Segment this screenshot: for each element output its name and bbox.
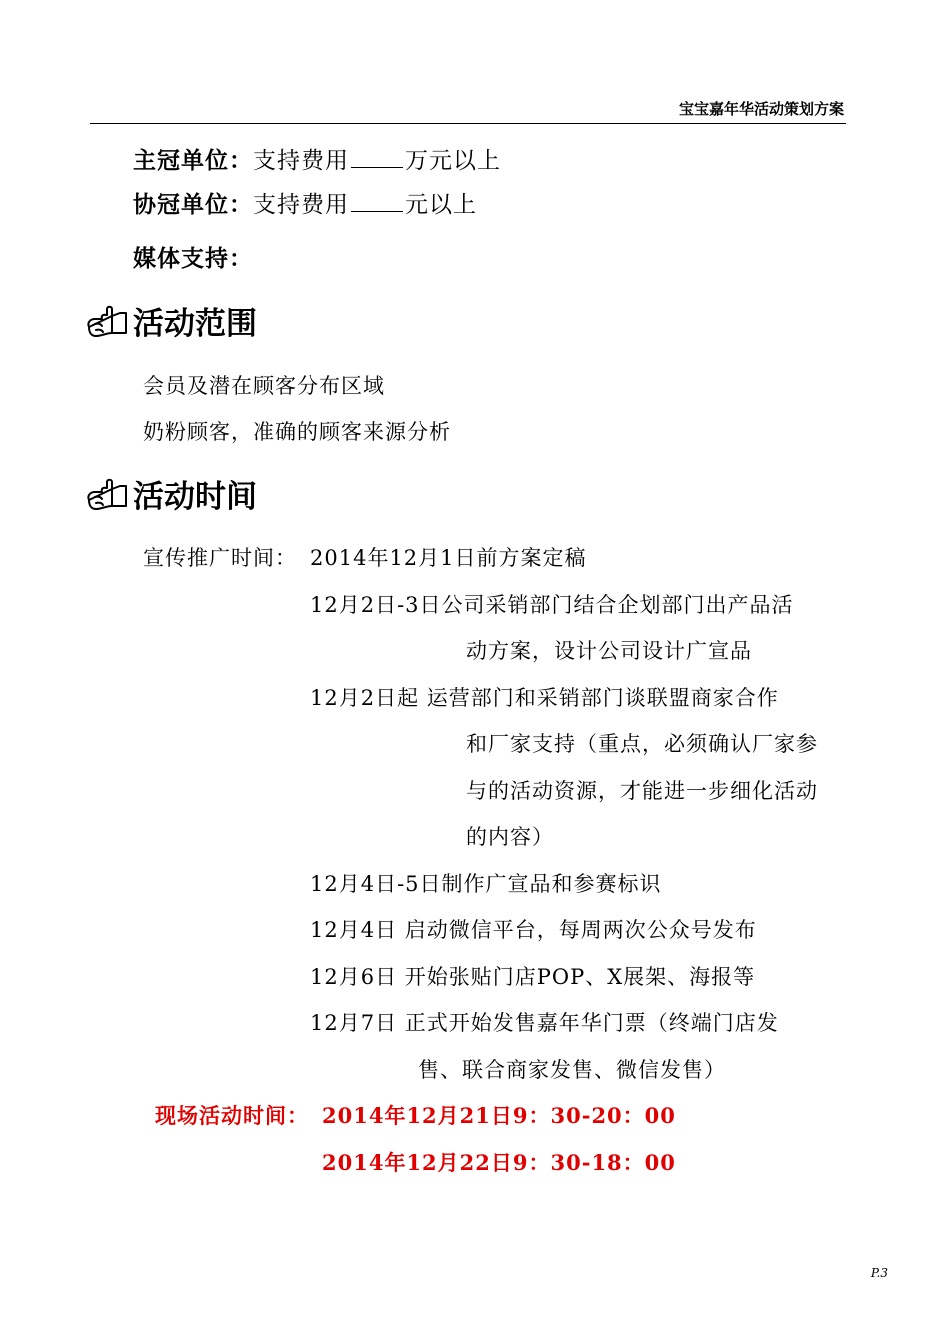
schedule-line: 12月6日 开始张贴门店POP、X展架、海报等 <box>310 965 756 989</box>
section-time-heading <box>86 471 257 516</box>
onsite-time-day2: 2014年12月22日9：30-18：00 <box>322 1150 676 1175</box>
scope-line-2: 奶粉顾客，准确的顾客来源分析 <box>143 420 451 444</box>
section-scope-title: 活动范围 <box>133 306 257 342</box>
sponsor-media-line <box>133 240 253 273</box>
sponsor-title-post: 万元以上 <box>405 148 501 174</box>
pointing-hand-icon <box>86 303 130 339</box>
schedule-line: 2014年12月1日前方案定稿 <box>310 546 587 570</box>
schedule-line: 与的活动资源，才能进一步细化活动 <box>466 779 818 803</box>
schedule-line: 的内容） <box>466 825 554 849</box>
sponsor-title-pre: 支持费用 <box>253 148 349 174</box>
pointing-hand-icon <box>86 476 130 512</box>
header-title: 宝宝嘉年华活动策划方案 <box>678 100 844 118</box>
schedule-line: 12月4日 启动微信平台，每周两次公众号发布 <box>310 918 757 942</box>
sponsor-media-label: 媒体支持： <box>133 245 253 272</box>
page-number: P.3 <box>870 1266 888 1280</box>
onsite-time-day1: 2014年12月21日9：30-20：00 <box>322 1103 676 1128</box>
header-rule <box>90 123 846 124</box>
sponsor-co-post: 元以上 <box>405 192 477 218</box>
section-time-title: 活动时间 <box>133 479 257 515</box>
schedule-line: 售、联合商家发售、微信发售） <box>418 1058 726 1082</box>
schedule-line: 12月2日-3日公司采销部门结合企划部门出产品活 <box>310 593 794 617</box>
sponsor-title-blank <box>351 147 403 168</box>
scope-line-1: 会员及潜在顾客分布区域 <box>143 374 385 398</box>
sponsor-title-label: 主冠单位： <box>133 147 253 174</box>
schedule-line: 12月4日-5日制作广宣品和参赛标识 <box>310 872 662 896</box>
sponsor-title-line <box>133 142 501 175</box>
section-scope-heading <box>86 298 257 343</box>
sponsor-co-blank <box>351 191 403 212</box>
schedule-line: 和厂家支持（重点，必须确认厂家参 <box>466 732 818 756</box>
schedule-line: 12月7日 正式开始发售嘉年华门票（终端门店发 <box>310 1011 779 1035</box>
sponsor-co-label: 协冠单位： <box>133 191 253 218</box>
promo-time-label: 宣传推广时间： <box>143 546 297 570</box>
sponsor-co-line <box>133 186 477 219</box>
schedule-line: 动方案，设计公司设计广宣品 <box>466 639 752 663</box>
onsite-time-label: 现场活动时间： <box>155 1103 309 1128</box>
sponsor-co-pre: 支持费用 <box>253 192 349 218</box>
schedule-line: 12月2日起 运营部门和采销部门谈联盟商家合作 <box>310 686 779 710</box>
